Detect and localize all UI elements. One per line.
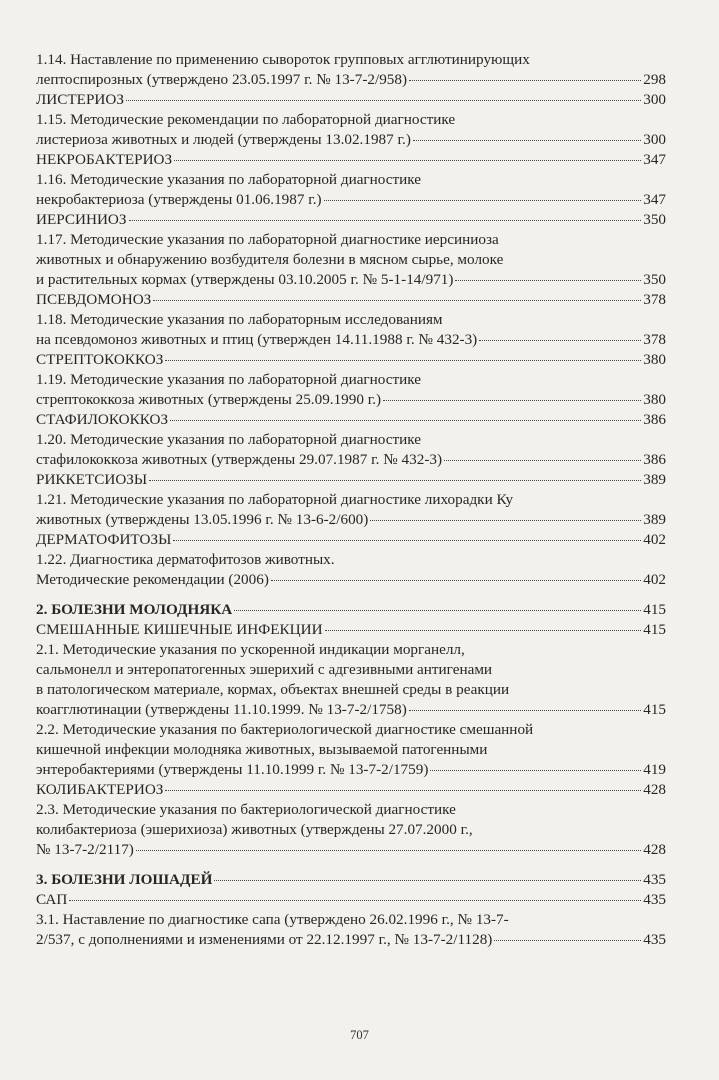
- toc-page-number: 415: [643, 601, 666, 618]
- toc-entry-line: 1.22. Диагностика дерматофитозов животных.: [36, 551, 335, 568]
- toc-entry-title: стрептококкоза животных (утверждены 25.09.1990 г.): [36, 391, 382, 408]
- toc-page-number: 389: [643, 471, 666, 488]
- toc-entry-last-line: [36, 760, 666, 780]
- toc-page-number: 386: [643, 451, 666, 468]
- toc-entry-title: стафилококкоза животных (утверждены 29.07.1987 г. № 432-3): [36, 451, 443, 468]
- toc-entry: [36, 210, 666, 230]
- dot-leader: [173, 539, 641, 541]
- section-gap: [36, 590, 666, 600]
- toc-page-number: 428: [643, 841, 666, 858]
- toc-entry: [36, 910, 666, 950]
- toc-entry: [36, 890, 666, 910]
- dot-leader: [129, 219, 642, 221]
- toc-entry-last-line: [36, 870, 666, 890]
- toc-entry: [36, 290, 666, 310]
- page-number: 707: [350, 1028, 369, 1042]
- toc-entry-title: энтеробактериями (утверждены 11.10.1999 г. № 13-7-2/1759): [36, 761, 429, 778]
- dot-leader: [149, 479, 641, 481]
- toc-entry: [36, 110, 666, 150]
- dot-leader: [165, 789, 641, 791]
- toc-entry-title: и растительных кормах (утверждены 03.10.2005 г. № 5-1-14/971): [36, 271, 454, 288]
- toc-entry: [36, 430, 666, 470]
- toc-page-number: 347: [643, 191, 666, 208]
- toc-entry-title: РИККЕТСИОЗЫ: [36, 471, 148, 488]
- toc-entry-title: КОЛИБАКТЕРИОЗ: [36, 781, 164, 798]
- toc-entry-last-line: [36, 90, 666, 110]
- dot-leader: [409, 709, 641, 711]
- toc-entry-last-line: [36, 530, 666, 550]
- toc-entry: [36, 550, 666, 590]
- toc-entry-last-line: [36, 330, 666, 350]
- toc-entry-line: в патологическом материале, кормах, объектах внешней среды в реакции: [36, 681, 510, 698]
- toc-entry-last-line: [36, 290, 666, 310]
- toc-entry-title: ЛИСТЕРИОЗ: [36, 91, 124, 108]
- dot-leader: [153, 299, 641, 301]
- toc-entry-line: колибактериоза (эшерихиоза) животных (утверждены 27.07.2000 г.,: [36, 821, 473, 838]
- toc-page-number: 402: [643, 531, 666, 548]
- toc-section-heading: [36, 870, 666, 890]
- toc-entry-title: СТРЕПТОКОККОЗ: [36, 351, 164, 368]
- dot-leader: [494, 939, 641, 941]
- toc-page-number: 350: [643, 211, 666, 228]
- toc-entry-line: животных и обнаружению возбудителя болезни в мясном сырье, молоке: [36, 251, 504, 268]
- toc-entry-last-line: [36, 210, 666, 230]
- dot-leader: [165, 359, 641, 361]
- dot-leader: [430, 769, 641, 771]
- dot-leader: [409, 79, 641, 81]
- toc-entry-last-line: [36, 510, 666, 530]
- toc-entry: [36, 350, 666, 370]
- dot-leader: [413, 139, 641, 141]
- toc-entry-line: 1.20. Методические указания по лабораторной диагностике: [36, 431, 422, 448]
- toc-page-number: 415: [643, 701, 666, 718]
- toc-page-number: 378: [643, 331, 666, 348]
- table-of-contents: [36, 50, 666, 950]
- toc-entry: [36, 640, 666, 720]
- toc-entry: [36, 780, 666, 800]
- section-gap: [36, 860, 666, 870]
- toc-page-number: 402: [643, 571, 666, 588]
- toc-entry-last-line: [36, 350, 666, 370]
- toc-page-number: 378: [643, 291, 666, 308]
- toc-entry-line: 1.21. Методические указания по лабораторной диагностике лихорадки Ку: [36, 491, 514, 508]
- toc-entry: [36, 50, 666, 90]
- toc-page-number: 435: [643, 931, 666, 948]
- toc-entry: [36, 410, 666, 430]
- toc-entry-last-line: [36, 130, 666, 150]
- toc-page-number: 380: [643, 351, 666, 368]
- toc-page-number: 300: [643, 91, 666, 108]
- toc-entry-line: 3.1. Наставление по диагностике сапа (утверждено 26.02.1996 г., № 13-7-: [36, 911, 509, 928]
- dot-leader: [324, 199, 642, 201]
- toc-entry-last-line: [36, 450, 666, 470]
- toc-entry: [36, 490, 666, 530]
- toc-entry-line: 1.19. Методические указания по лабораторной диагностике: [36, 371, 422, 388]
- toc-entry: [36, 230, 666, 290]
- toc-entry-line: 1.15. Методические рекомендации по лабораторной диагностике: [36, 111, 456, 128]
- toc-entry-title: СТАФИЛОКОККОЗ: [36, 411, 169, 428]
- dot-leader: [170, 419, 641, 421]
- toc-page-number: 386: [643, 411, 666, 428]
- toc-entry-line: 1.16. Методические указания по лабораторной диагностике: [36, 171, 422, 188]
- toc-entry-line: 1.18. Методические указания по лабораторным исследованиям: [36, 311, 443, 328]
- toc-entry-title: 2. БОЛЕЗНИ МОЛОДНЯКА: [36, 601, 233, 618]
- toc-entry-title: коагглютинации (утверждены 11.10.1999. № 13-7-2/1758): [36, 701, 407, 718]
- toc-entry: [36, 170, 666, 210]
- dot-leader: [174, 159, 641, 161]
- dot-leader: [234, 609, 641, 611]
- dot-leader: [455, 279, 641, 281]
- toc-entry-line: 1.17. Методические указания по лабораторной диагностике иерсиниоза: [36, 231, 499, 248]
- toc-entry-title: ИЕРСИНИОЗ: [36, 211, 127, 228]
- dot-leader: [370, 519, 641, 521]
- toc-entry-last-line: [36, 190, 666, 210]
- toc-page-number: 415: [643, 621, 666, 638]
- toc-entry-last-line: [36, 890, 666, 910]
- dot-leader: [383, 399, 641, 401]
- toc-entry: [36, 800, 666, 860]
- toc-entry-line: сальмонелл и энтеропатогенных эшерихий с адгезивными антигенами: [36, 661, 493, 678]
- toc-entry-title: САП: [36, 891, 68, 908]
- toc-entry-line: 2.2. Методические указания по бактериологической диагностике смешанной: [36, 721, 534, 738]
- toc-entry-line: кишечной инфекции молодняка животных, вызываемой патогенными: [36, 741, 488, 758]
- toc-entry-last-line: [36, 390, 666, 410]
- toc-entry-last-line: [36, 570, 666, 590]
- dot-leader: [136, 849, 641, 851]
- toc-entry: [36, 310, 666, 350]
- dot-leader: [214, 879, 641, 881]
- toc-entry: [36, 370, 666, 410]
- toc-page-number: 380: [643, 391, 666, 408]
- toc-entry-title: Методические рекомендации (2006): [36, 571, 269, 588]
- toc-entry-last-line: [36, 270, 666, 290]
- toc-entry-title: некробактериоза (утверждены 01.06.1987 г.): [36, 191, 322, 208]
- toc-entry: [36, 90, 666, 110]
- toc-page-number: 428: [643, 781, 666, 798]
- toc-entry: [36, 620, 666, 640]
- toc-entry: [36, 720, 666, 780]
- toc-entry-title: ПСЕВДОМОНОЗ: [36, 291, 152, 308]
- toc-entry-last-line: [36, 780, 666, 800]
- toc-entry-last-line: [36, 600, 666, 620]
- dot-leader: [325, 629, 642, 631]
- toc-entry-title: 3. БОЛЕЗНИ ЛОШАДЕЙ: [36, 871, 213, 888]
- toc-entry: [36, 470, 666, 490]
- toc-page-number: 419: [643, 761, 666, 778]
- toc-entry-last-line: [36, 930, 666, 950]
- toc-entry-line: 1.14. Наставление по применению сывороток групповых агглютинирующих: [36, 51, 530, 68]
- dot-leader: [444, 459, 641, 461]
- dot-leader: [69, 899, 641, 901]
- toc-page-number: 389: [643, 511, 666, 528]
- toc-entry-last-line: [36, 410, 666, 430]
- toc-page-number: 347: [643, 151, 666, 168]
- dot-leader: [479, 339, 641, 341]
- toc-page-number: 435: [643, 871, 666, 888]
- toc-entry-title: на псевдомоноз животных и птиц (утвержден 14.11.1988 г. № 432-3): [36, 331, 478, 348]
- dot-leader: [126, 99, 641, 101]
- toc-entry-title: 2/537, с дополнениями и изменениями от 22.12.1997 г., № 13-7-2/1128): [36, 931, 493, 948]
- toc-entry: [36, 530, 666, 550]
- toc-entry-title: лептоспирозных (утверждено 23.05.1997 г. № 13-7-2/958): [36, 71, 408, 88]
- toc-entry-last-line: [36, 470, 666, 490]
- toc-entry-title: НЕКРОБАКТЕРИОЗ: [36, 151, 173, 168]
- toc-entry-line: 2.1. Методические указания по ускоренной индикации морганелл,: [36, 641, 465, 658]
- toc-section-heading: [36, 600, 666, 620]
- toc-entry-line: 2.3. Методические указания по бактериологической диагностике: [36, 801, 456, 818]
- toc-entry-last-line: [36, 700, 666, 720]
- toc-entry-last-line: [36, 620, 666, 640]
- toc-entry-title: листериоза животных и людей (утверждены 13.02.1987 г.): [36, 131, 411, 148]
- toc-entry-title: ДЕРМАТОФИТОЗЫ: [36, 531, 172, 548]
- dot-leader: [271, 579, 641, 581]
- toc-entry-title: № 13-7-2/2117): [36, 841, 134, 858]
- toc-entry-last-line: [36, 150, 666, 170]
- toc-entry-last-line: [36, 70, 666, 90]
- toc-page-number: 350: [643, 271, 666, 288]
- toc-entry-title: СМЕШАННЫЕ КИШЕЧНЫЕ ИНФЕКЦИИ: [36, 621, 323, 638]
- toc-entry-title: животных (утверждены 13.05.1996 г. № 13-6-2/600): [36, 511, 369, 528]
- toc-page-number: 300: [643, 131, 666, 148]
- toc-entry-last-line: [36, 840, 666, 860]
- toc-page-number: 298: [643, 71, 666, 88]
- toc-entry: [36, 150, 666, 170]
- toc-page-number: 435: [643, 891, 666, 908]
